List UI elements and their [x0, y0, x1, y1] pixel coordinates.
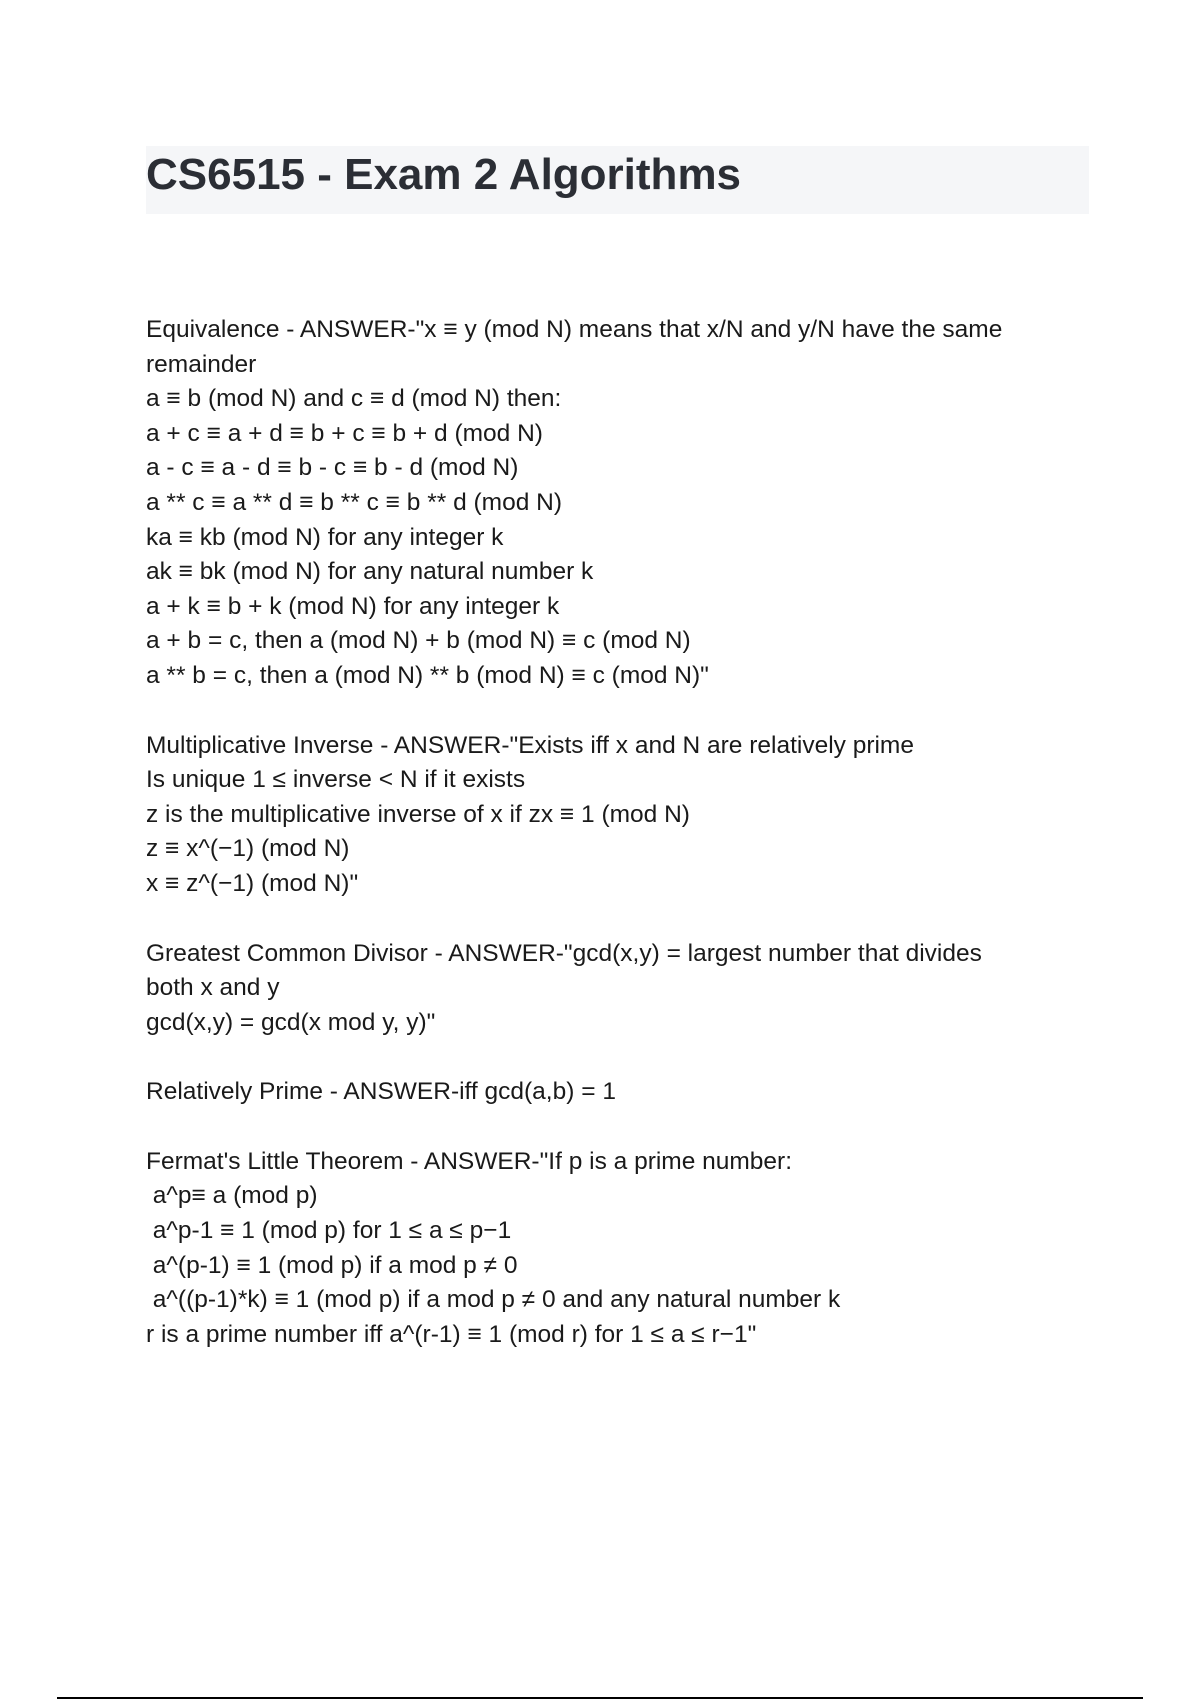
text-line: Equivalence - ANSWER-"x ≡ y (mod N) means that x/N and y/N have the same [146, 316, 1003, 343]
text-line: a + c ≡ a + d ≡ b + c ≡ b + d (mod N) [146, 419, 543, 447]
qa-equivalence [146, 313, 1106, 694]
qa-fermats-little-theorem [146, 1145, 1106, 1353]
text-line: both x and y [146, 974, 280, 1002]
qa-greatest-common-divisor [146, 937, 1106, 1041]
text-line: a^p-1 ≡ 1 (mod p) for 1 ≤ a ≤ p−1 [146, 1217, 512, 1245]
title-band [146, 146, 1089, 214]
text-line: ak ≡ bk (mod N) for any natural number k [146, 558, 594, 586]
page-title: CS6515 - Exam 2 Algorithms [146, 150, 742, 199]
text-line: a + b = c, then a (mod N) + b (mod N) ≡ c (mod N) [146, 627, 691, 655]
text-line: Greatest Common Divisor - ANSWER-"gcd(x,y) = largest number that divides [146, 939, 982, 967]
text-line: Fermat's Little Theorem - ANSWER-"If p is a prime number: [146, 1147, 793, 1175]
qa-multiplicative-inverse [146, 729, 1106, 902]
text-line: a^((p-1)*k) ≡ 1 (mod p) if a mod p ≠ 0 and any natural number k [146, 1286, 841, 1314]
text-line: ka ≡ kb (mod N) for any integer k [146, 523, 504, 551]
text-line: a ** c ≡ a ** d ≡ b ** c ≡ b ** d (mod N) [146, 488, 562, 516]
text-line: a + k ≡ b + k (mod N) for any integer k [146, 592, 560, 620]
qa-relatively-prime [146, 1075, 1106, 1110]
text-line: a - c ≡ a - d ≡ b - c ≡ b - d (mod N) [146, 454, 519, 482]
text-line: z ≡ x^(−1) (mod N) [146, 835, 350, 863]
document-body [146, 313, 1106, 1387]
text-line: Multiplicative Inverse - ANSWER-"Exists iff x and N are relatively prime [146, 731, 914, 759]
footer-divider [57, 1697, 1143, 1699]
text-line: gcd(x,y) = gcd(x mod y, y)" [146, 1008, 436, 1036]
text-line: a^p≡ a (mod p) [146, 1182, 318, 1210]
text-line: z is the multiplicative inverse of x if zx ≡ 1 (mod N) [146, 800, 690, 828]
text-line: x ≡ z^(−1) (mod N)" [146, 869, 359, 897]
text-line: a ** b = c, then a (mod N) ** b (mod N) ≡ c (mod N)" [146, 661, 709, 689]
text-line: Is unique 1 ≤ inverse < N if it exists [146, 766, 526, 794]
text-line: r is a prime number iff a^(r-1) ≡ 1 (mod r) for 1 ≤ a ≤ r−1" [146, 1320, 757, 1348]
text-line: a^(p-1) ≡ 1 (mod p) if a mod p ≠ 0 [146, 1251, 518, 1279]
text-line: a ≡ b (mod N) and c ≡ d (mod N) then: [146, 385, 562, 413]
text-line: Relatively Prime - ANSWER-iff gcd(a,b) = 1 [146, 1078, 616, 1106]
text-line: remainder [146, 350, 257, 378]
